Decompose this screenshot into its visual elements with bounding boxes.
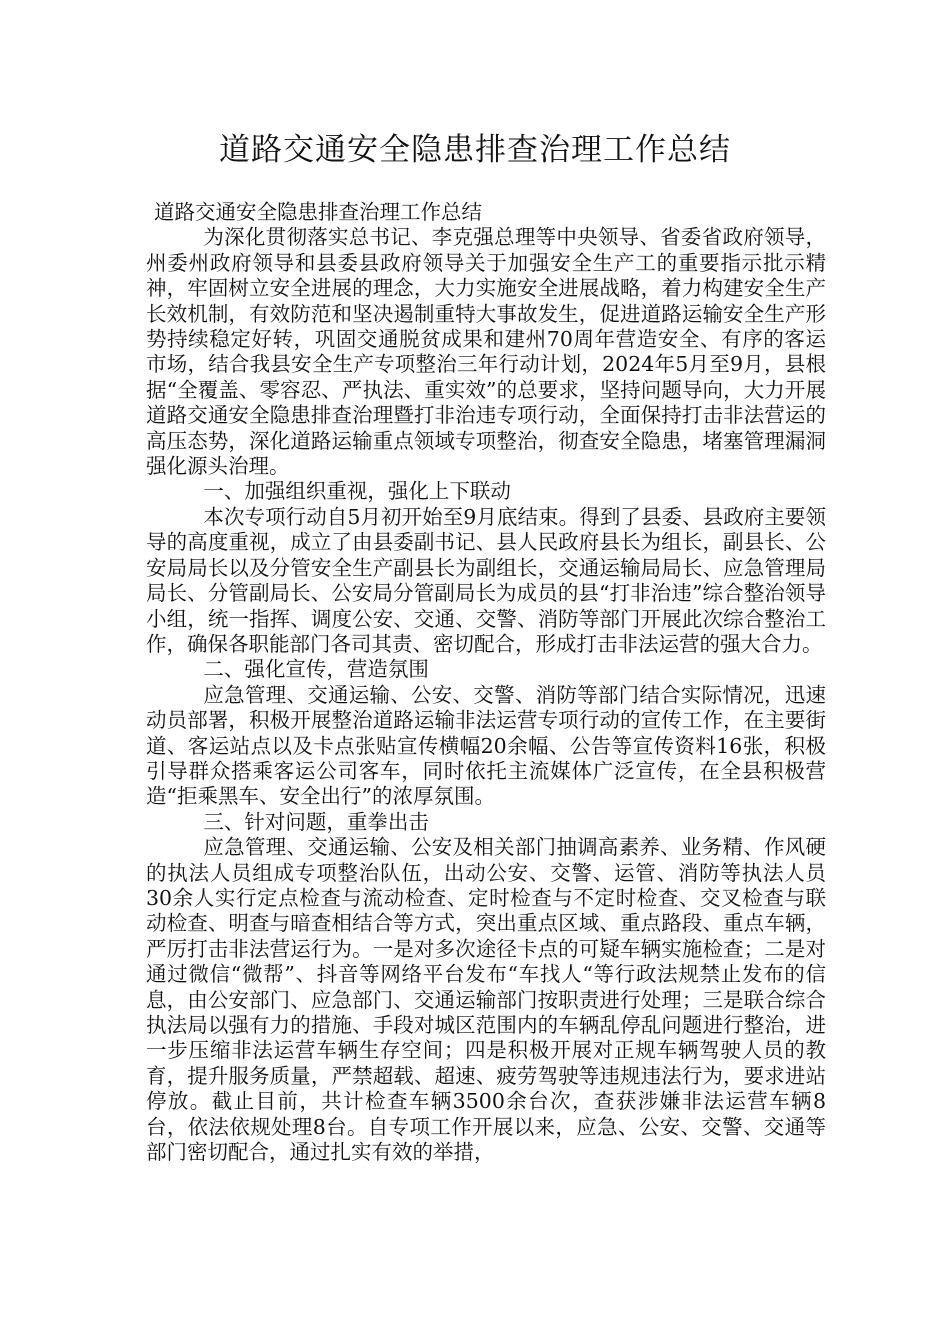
paragraph-section-3: 应急管理、交通运输、公安及相关部门抽调高素养、业务精、作风硬的执法人员组成专项整治队伍，出动公安、交警、运管、消防等执法人员30余人实行定点检查与流动检查、定时检查与不定时检查、交叉检查与联动检查、明查与暗查相结合等方式，突出重点区域、重点路段、重点车辆，严厉打击非法营运行为。一是对多次途径卡点的可疑车辆实施检查；二是对通过微信“微帮”、抖音等网络平台发布“车找人“等行政法规禁止发布的信息，由公安部门、应急部门、交通运输部门按职责进行处理；三是联合综合执法局以强有力的措施、手段对城区范围内的车辆乱停乱问题进行整治，进一步压缩非法运营车辆生存空间；四是积极开展对正规车辆驾驶人员的教育，提升服务质量，严禁超载、超速、疲劳驾驶等违规违法行为，要求进站停放。截止目前，共计检查车辆3500余台次，查获涉嫌非法运营车辆8台，依法依规处理8台。自专项工作开展以来，应急、公安、交警、交通等部门密切配合，通过扎实有效的举措，	[146, 835, 826, 1165]
document-body	[146, 200, 826, 1165]
paragraph-intro: 为深化贯彻落实总书记、李克强总理等中央领导、省委省政府领导，州委州政府领导和县委县政府领导关于加强安全生产工的重要指示批示精神，牢固树立安全进展的理念，大力实施安全进展战略，着力构建安全生产长效机制，有效防范和坚决遏制重特大事故发生，促进道路运输安全生产形势持续稳定好转，巩固交通脱贫成果和建州70周年营造安全、有序的客运市场，结合我县安全生产专项整治三年行动计划，2024年5月至9月，县根据“全覆盖、零容忍、严执法、重实效”的总要求，坚持问题导向，大力开展道路交通安全隐患排查治理暨打非治违专项行动，全面保持打击非法营运的高压态势，深化道路运输重点领域专项整治，彻查安全隐患，堵塞管理漏洞强化源头治理。	[146, 225, 826, 479]
section-heading-3: 三、针对问题，重拳出击	[203, 809, 429, 834]
document-title: 道路交通安全隐患排查治理工作总结	[219, 132, 731, 168]
section-heading-2: 二、强化宣传，营造氛围	[203, 657, 429, 682]
paragraph-section-1: 本次专项行动自5月初开始至9月底结束。得到了县委、县政府主要领导的高度重视，成立了由县委副书记、县人民政府县长为组长，副县长、公安局局长以及分管安全生产副县长为副组长，交通运输局局长、应急管理局局长、分管副局长、公安局分管副局长为成员的县“打非治违”综合整治领导小组，统一指挥、调度公安、交通、交警、消防等部门开展此次综合整治工作，确保各职能部门各司其责、密切配合，形成打击非法运营的强大合力。	[146, 504, 826, 656]
paragraph-section-2: 应急管理、交通运输、公安、交警、消防等部门结合实际情况，迅速动员部署，积极开展整治道路运输非法运营专项行动的宣传工作，在主要街道、客运站点以及卡点张贴宣传横幅20余幅、公告等宣传资料16张，积极引导群众搭乘客运公司客车，同时依托主流媒体广泛宣传，在全县积极营造“拒乘黑车、安全出行”的浓厚氛围。	[146, 682, 826, 809]
section-heading-1: 一、加强组织重视，强化上下联动	[203, 479, 511, 504]
document-subtitle: 道路交通安全隐患排查治理工作总结	[154, 200, 482, 224]
